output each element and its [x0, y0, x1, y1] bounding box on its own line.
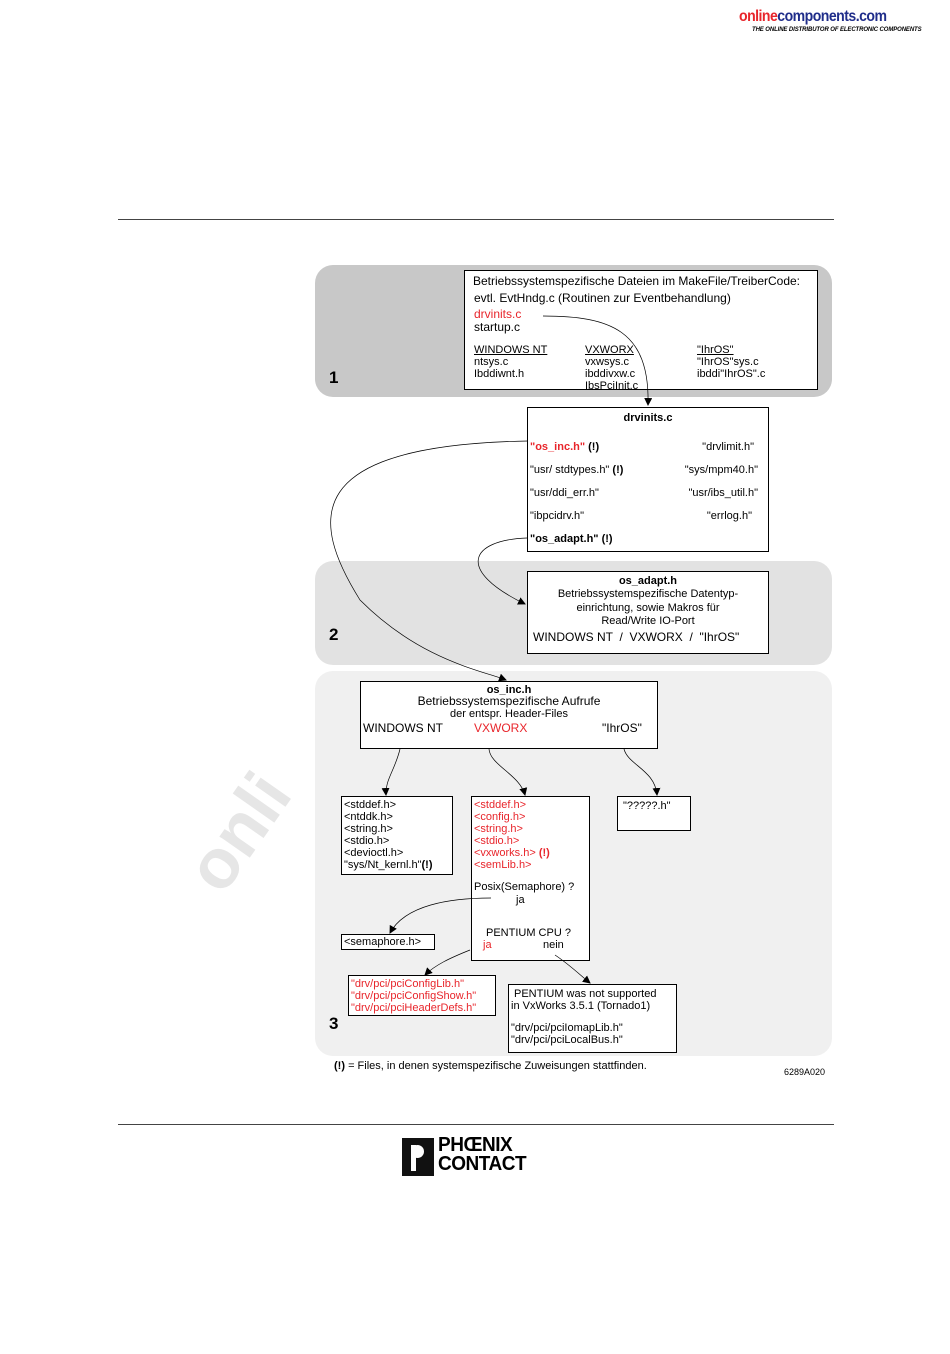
semaphore-header: <semaphore.h> — [344, 936, 422, 948]
drvinits-row-3-right: "usr/ibs_util.h" — [688, 487, 758, 499]
makefile-title: Betriebssystemspezifische Dateien im MakeFile/TreiberCode: — [473, 274, 801, 288]
header-item: "sys/Nt_kernl.h"(!) — [344, 859, 433, 871]
phoenix-logo-mark — [402, 1138, 434, 1176]
pentium-line2: in VxWorks 3.5.1 (Tornado1) — [511, 1000, 651, 1012]
arrow-os-inc-to-box — [331, 441, 528, 680]
col-item: ibddi"IhrOS".c — [697, 368, 766, 380]
makefile-line1: evtl. EvtHndg.c (Routinen zur Eventbehandlung) — [474, 291, 731, 305]
col-item: ntsys.c — [474, 356, 509, 368]
col-item: ibddivxw.c — [585, 368, 636, 380]
os-adapt-desc3: Read/Write IO-Port — [601, 615, 695, 627]
header-item: <string.h> — [474, 823, 523, 835]
os-inc-title: os_inc.h — [486, 684, 532, 696]
section-number-3: 3 — [329, 1014, 339, 1033]
header-item: <ntddk.h> — [344, 811, 393, 823]
drvinits-row-3-left: "usr/ddi_err.h" — [530, 487, 599, 499]
col-item: IbsPciInit.c — [585, 380, 639, 392]
header-item: <string.h> — [344, 823, 393, 835]
header-item: <config.h> — [474, 811, 526, 823]
drvinits-title: drvinits.c — [623, 412, 673, 424]
arrow-ihros-to-header — [624, 749, 657, 795]
arrow-posix-to-semaphore — [390, 898, 491, 933]
arrow-os-adapt-to-box — [478, 538, 527, 604]
watermark: onli — [170, 758, 307, 906]
header-item: "drv/pci/pciHeaderDefs.h" — [351, 1002, 477, 1014]
answer-pentium-yes: ja — [483, 939, 492, 951]
arrow-pentium-no-to-box — [555, 955, 590, 983]
header-item: <semLib.h> — [474, 859, 532, 871]
os-adapt-desc2: einrichtung, sowie Makros für — [576, 602, 720, 614]
pentium-line3: "drv/pci/pciIomapLib.h" — [511, 1022, 623, 1034]
header-item: "drv/pci/pciConfigLib.h" — [351, 978, 464, 990]
arrow-pentium-yes-to-pci — [425, 950, 470, 975]
drvinits-row-2-right: "sys/mpm40.h" — [684, 464, 758, 476]
figure-id: 6289A020 — [784, 1067, 826, 1077]
drvinits-row-4-left: "ibpcidrv.h" — [530, 510, 585, 522]
os-inc-os2: VXWORX — [474, 721, 528, 735]
drvinits-row-4-right: "errlog.h" — [706, 510, 752, 522]
logo-part-online: online — [739, 8, 778, 25]
header-item: <stddef.h> — [344, 799, 396, 811]
os-adapt-title: os_adapt.h — [618, 575, 678, 587]
answer-posix-yes: ja — [516, 894, 525, 906]
os-adapt-os-line: WINDOWS NT / VXWORX / "IhrOS" — [533, 630, 740, 644]
os-inc-desc2: der entspr. Header-Files — [450, 708, 568, 720]
makefile-line2: drvinits.c — [474, 307, 522, 321]
logo-line2: CONTACT — [438, 1153, 527, 1175]
footnote: (!) = Files, in denen systemspezifische Zuweisungen stattfinden. — [334, 1060, 647, 1072]
header-item: <vxworks.h> (!) — [474, 847, 550, 859]
pentium-line4: "drv/pci/pciLocalBus.h" — [511, 1034, 623, 1046]
col-item: vxwsys.c — [585, 356, 629, 368]
arrow-drvinits-to-box — [543, 316, 648, 405]
drvinits-row-1-right: "drvlimit.h" — [702, 441, 754, 453]
col-header-nt: WINDOWS NT — [474, 344, 548, 356]
pentium-line1: PENTIUM was not supported — [514, 988, 657, 1000]
col-header-vx: VXWORX — [585, 344, 634, 356]
os-inc-desc1: Betriebssystemspezifische Aufrufe — [417, 694, 601, 708]
logo-line1: PHŒNIX — [438, 1134, 513, 1156]
header-item: <stdio.h> — [344, 835, 390, 847]
arrow-vx-to-headers — [489, 749, 525, 795]
logo-part-components: components.com — [777, 8, 887, 25]
col-item: "IhrOS"sys.c — [697, 356, 759, 368]
logo-tagline: THE ONLINE DISTRIBUTOR OF ELECTRONIC COMPONENTS — [752, 27, 922, 33]
makefile-line3: startup.c — [474, 320, 521, 334]
question-pentium: PENTIUM CPU ? — [486, 927, 571, 939]
os-adapt-desc1: Betriebssystemspezifische Datentyp- — [557, 588, 739, 600]
drvinits-row-5-left: "os_adapt.h" (!) — [530, 533, 613, 545]
os-inc-os3: "IhrOS" — [602, 721, 642, 735]
phoenix-contact-logo[interactable] — [438, 1136, 526, 1174]
drvinits-row-1-left: "os_inc.h" (!) — [530, 441, 600, 453]
ihros-header: "?????.h" — [623, 800, 671, 812]
header-item: <stdio.h> — [474, 835, 520, 847]
os-inc-os1: WINDOWS NT — [363, 721, 443, 735]
drvinits-row-2-left: "usr/ stdtypes.h" (!) — [530, 464, 624, 476]
question-posix: Posix(Semaphore) ? — [474, 881, 575, 893]
section-number-2: 2 — [329, 625, 339, 644]
header-item: <stddef.h> — [474, 799, 526, 811]
section-number-1: 1 — [329, 368, 339, 387]
answer-pentium-no: nein — [543, 939, 564, 951]
header-item: <devioctl.h> — [344, 847, 404, 859]
col-header-ihros: "IhrOS" — [697, 344, 734, 356]
arrow-nt-to-headers — [386, 749, 400, 795]
header-item: "drv/pci/pciConfigShow.h" — [351, 990, 477, 1002]
col-item: Ibddiwnt.h — [474, 368, 525, 380]
